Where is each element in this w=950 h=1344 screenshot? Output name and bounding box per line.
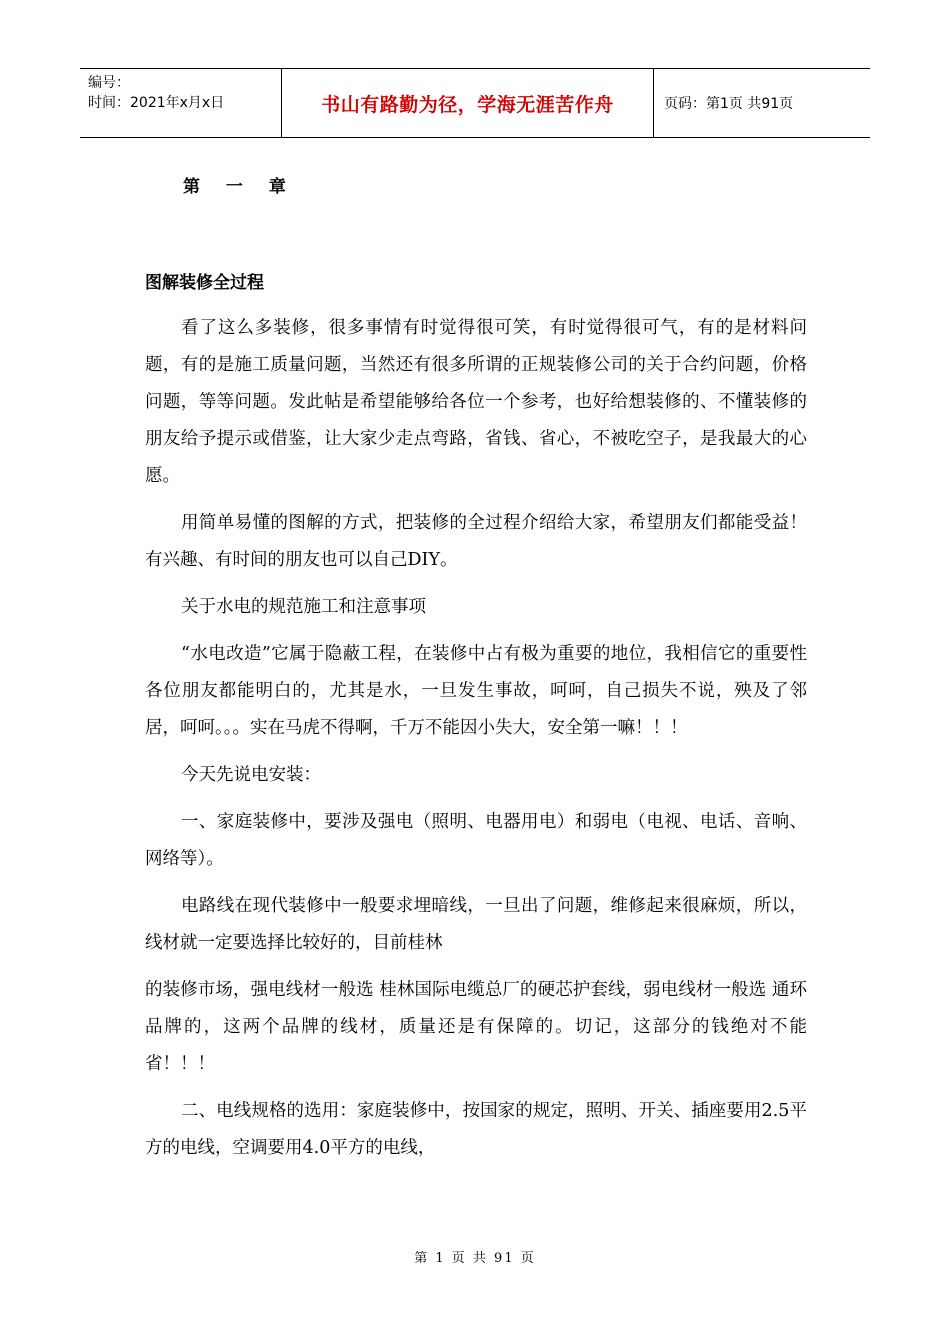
- chapter-heading: 第 一 章: [183, 177, 296, 197]
- header-left-cell: [80, 69, 282, 137]
- header-motto: 书山有路勤为径，学海无涯苦作舟: [321, 93, 614, 116]
- header-right-cell: [654, 69, 870, 137]
- paragraph: 的装修市场，强电线材一般选 桂林国际电缆总厂的硬芯护套线，弱电线材一般选 通环品牌的，这两个品牌的线材，质量还是有保障的。切记，这部分的钱绝对不能省！！！: [145, 980, 807, 1074]
- page-header: [80, 68, 870, 138]
- header-middle-cell: [282, 69, 654, 137]
- paragraph: 看了这么多装修，很多事情有时觉得很可笑，有时觉得很可气，有的是材料问题，有的是施工质量问题，当然还有很多所谓的正规装修公司的关于合约问题，价格问题，等等问题。发此帖是希望能够给各位一个参考，也好给想装修的、不懂装修的朋友给予提示或借鉴，让大家少走点弯路，省钱、省心，不被吃空子，是我最大的心愿。: [145, 318, 807, 486]
- paragraph: 一、家庭装修中，要涉及强电（照明、电器用电）和弱电（电视、电话、音响、网络等）。: [145, 812, 807, 869]
- section-title: 图解装修全过程: [145, 273, 264, 293]
- document-body: [145, 310, 807, 1177]
- paragraph: 关于水电的规范施工和注意事项: [181, 597, 426, 617]
- paragraph: “水电改造”它属于隐蔽工程，在装修中占有极为重要的地位，我相信它的重要性各位朋友都能明白的，尤其是水，一旦发生事故，呵呵，自己损失不说，殃及了邻居，呵呵。。。实在马虎不得啊，千万不能因小失大，安全第一嘛！！！: [145, 644, 807, 738]
- header-page-info: 页码：第1页 共91页: [664, 96, 794, 112]
- paragraph: 今天先说电安装：: [181, 765, 321, 785]
- document-number-label: 编号：: [88, 75, 130, 91]
- page-footer: 第 1 页 共 91 页: [414, 1251, 536, 1266]
- paragraph: 二、电线规格的选用：家庭装修中，按国家的规定，照明、开关、插座要用2.5平方的电线，空调要用4.0平方的电线，: [145, 1101, 807, 1158]
- document-date-label: 时间：2021年x月x日: [88, 95, 225, 111]
- paragraph: 电路线在现代装修中一般要求埋暗线，一旦出了问题，维修起来很麻烦，所以，线材就一定要选择比较好的，目前桂林: [145, 896, 807, 953]
- paragraph: 用简单易懂的图解的方式，把装修的全过程介绍给大家，希望朋友们都能受益！有兴趣、有时间的朋友也可以自己DIY。: [145, 513, 807, 570]
